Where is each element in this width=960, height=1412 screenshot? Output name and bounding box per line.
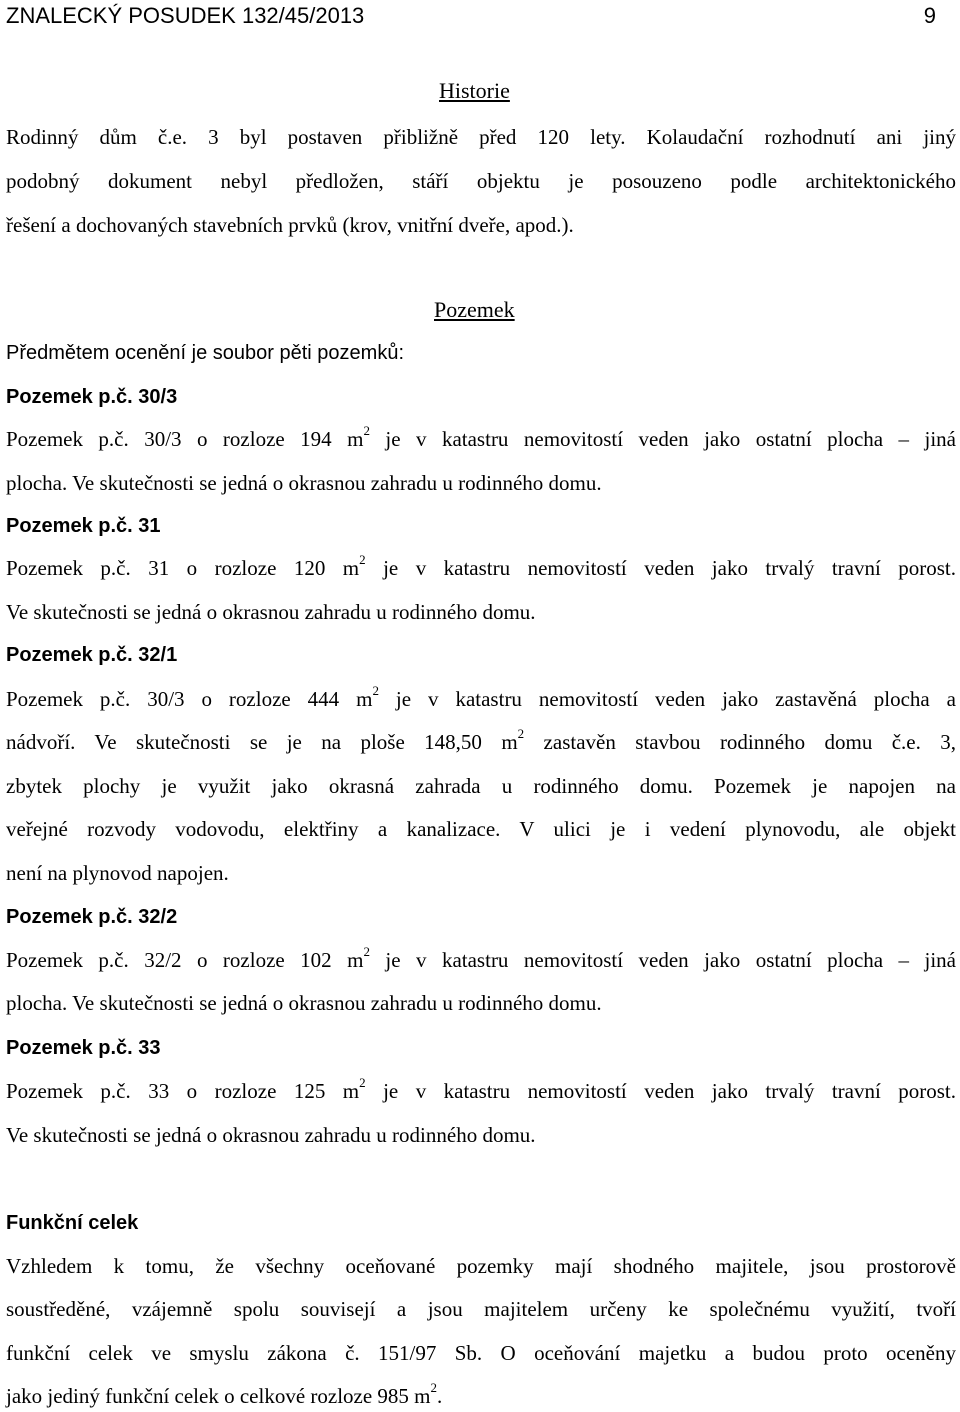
parcel-description-line: zbytek plochy je využit jako okrasná zahrada u rodinného domu. Pozemek je napojen na (6, 774, 956, 798)
parcel-description-line: plocha. Ve skutečnosti se jedná o okrasnou zahradu u rodinného domu. (6, 471, 602, 495)
parcel-title: Pozemek p.č. 33 (6, 1037, 161, 1059)
parcel-title: Pozemek p.č. 31 (6, 515, 161, 537)
history-line-1: Rodinný dům č.e. 3 byl postaven přibližně před 120 lety. Kolaudační rozhodnutí ani jiný (6, 125, 956, 149)
parcel-description: Pozemek p.č. 30/3 o rozloze 444 $m^2$ je v katastru nemovitostí veden jako zastavěná plocha a (6, 683, 956, 711)
parcel-description: Pozemek p.č. 33 o rozloze 125 $m^2$ je v katastru nemovitostí veden jako trvalý travní porost. (6, 1075, 957, 1103)
functional-line-4: jako jediný funkční celek o celkové rozloze 985 $m^2$. (6, 1380, 443, 1408)
parcel-title: Pozemek p.č. 30/3 (6, 386, 178, 408)
history-line-3: řešení a dochovaných stavebních prvků (krov, vnitřní dveře, apod.). (6, 213, 574, 237)
parcel-description-line: veřejné rozvody vodovodu, elektřiny a kanalizace. V ulici je i vedení plynovodu, ale objekt (6, 817, 956, 841)
land-intro: Předmětem ocenění je soubor pěti pozemků: (6, 342, 404, 364)
functional-line-1: Vzhledem k tomu, že všechny oceňované pozemky mají shodného majitele, jsou prostorově (6, 1254, 956, 1278)
parcel-title: Pozemek p.č. 32/2 (6, 906, 178, 928)
document-header-title: ZNALECKÝ POSUDEK 132/45/2013 (6, 3, 365, 28)
parcel-description-line: není na plynovod napojen. (6, 861, 229, 885)
functional-line-2: soustředěné, vzájemně spolu souvisejí a jsou majitelem určeny ke společnému využití, tvoří (6, 1297, 956, 1321)
functional-heading: Funkční celek (6, 1212, 139, 1234)
history-heading: Historie (439, 78, 510, 103)
parcel-description-line: Ve skutečnosti se jedná o okrasnou zahradu u rodinného domu. (6, 1123, 536, 1147)
history-line-2: podobný dokument nebyl předložen, stáří objektu je posouzeno podle architektonického (6, 169, 956, 193)
parcel-description-line: Ve skutečnosti se jedná o okrasnou zahradu u rodinného domu. (6, 600, 536, 624)
parcel-description: Pozemek p.č. 32/2 o rozloze 102 $m^2$ je v katastru nemovitostí veden jako ostatní plocha – jiná (6, 944, 956, 972)
functional-line-3: funkční celek ve smyslu zákona č. 151/97 Sb. O oceňování majetku a budou proto oceněny (6, 1341, 956, 1365)
parcel-title: Pozemek p.č. 32/1 (6, 644, 178, 666)
land-heading: Pozemek (434, 297, 515, 322)
parcel-description: Pozemek p.č. 30/3 o rozloze 194 $m^2$ je v katastru nemovitostí veden jako ostatní plocha – jiná (6, 423, 956, 451)
parcel-description-line: nádvoří. Ve skutečnosti se je na ploše 148,50 $m^2$ zastavěn stavbou rodinného domu č.e. 3, (6, 726, 956, 754)
parcel-description: Pozemek p.č. 31 o rozloze 120 $m^2$ je v katastru nemovitostí veden jako trvalý travní porost. (6, 552, 957, 580)
parcel-description-line: plocha. Ve skutečnosti se jedná o okrasnou zahradu u rodinného domu. (6, 991, 602, 1015)
page-number: 9 (923, 3, 936, 28)
